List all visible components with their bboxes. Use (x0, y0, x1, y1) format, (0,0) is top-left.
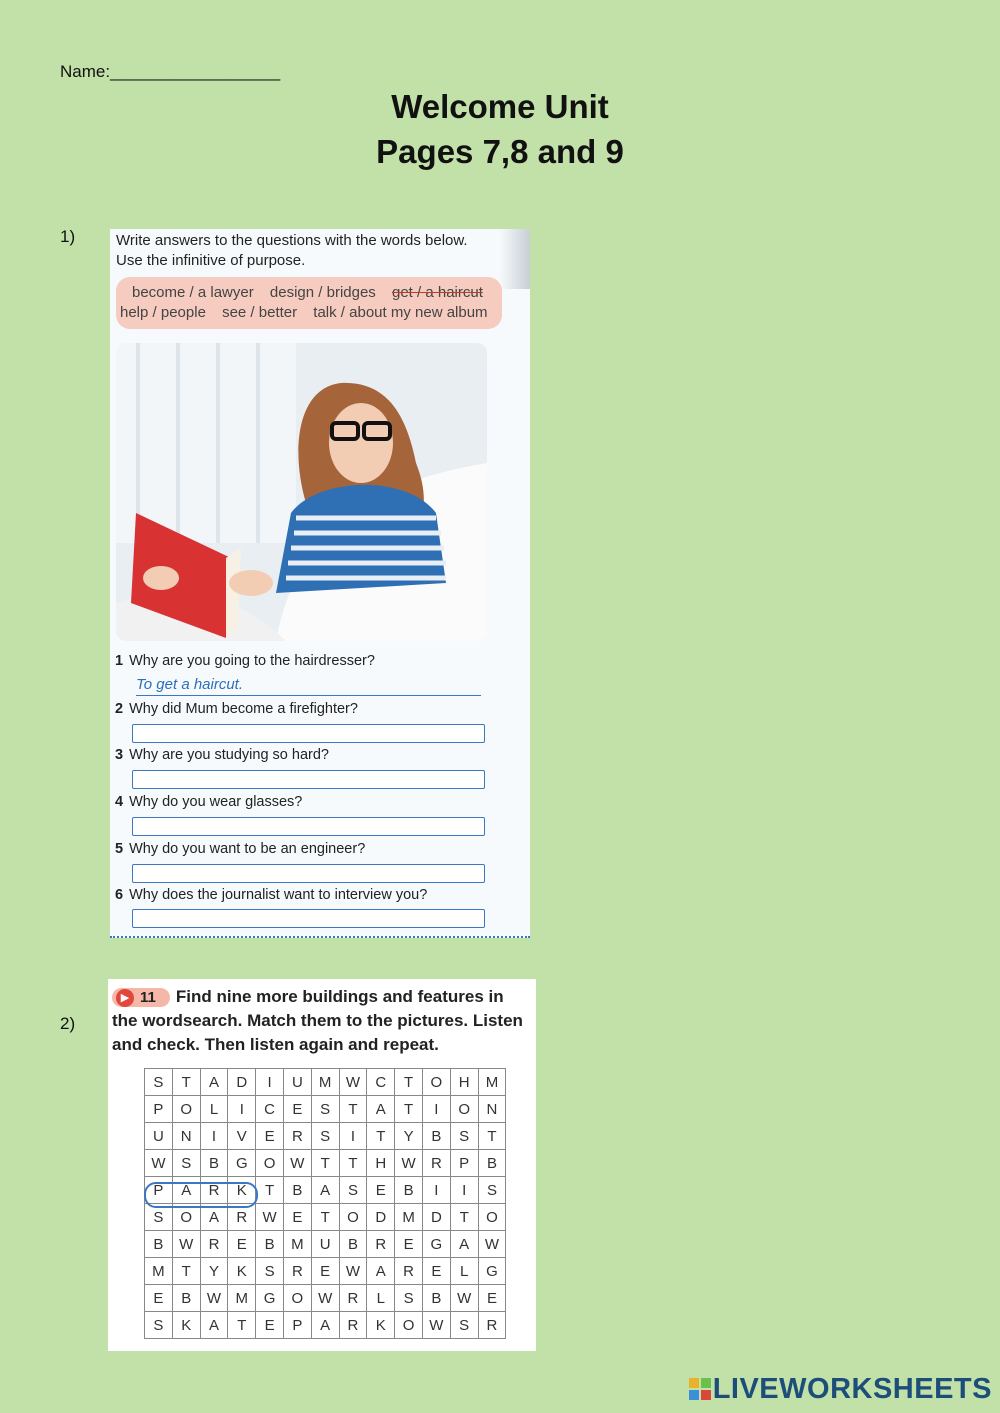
wordsearch-cell[interactable]: A (450, 1231, 478, 1258)
wordsearch-cell[interactable]: R (422, 1150, 450, 1177)
wordsearch-cell[interactable]: Y (395, 1123, 423, 1150)
wordsearch-cell[interactable]: T (172, 1069, 200, 1096)
wordsearch-cell[interactable]: W (145, 1150, 173, 1177)
wordsearch-cell[interactable]: E (311, 1258, 339, 1285)
question-text: Why did Mum become a firefighter? (129, 701, 358, 717)
wordsearch-cell[interactable]: R (200, 1177, 228, 1204)
answer-input-6[interactable] (132, 909, 485, 928)
wordsearch-cell[interactable]: O (395, 1312, 423, 1339)
wordsearch-cell[interactable]: I (256, 1069, 284, 1096)
page-fold-shadow (500, 229, 530, 289)
logo-icon (689, 1378, 711, 1400)
wordsearch-cell[interactable]: W (283, 1150, 311, 1177)
wordsearch-cell[interactable]: N (478, 1096, 506, 1123)
question-6 (115, 887, 427, 903)
question-text: Why are you going to the hairdresser? (129, 653, 375, 669)
question-5 (115, 841, 365, 857)
wordsearch-cell[interactable]: T (395, 1069, 423, 1096)
question-3 (115, 747, 329, 763)
question-number: 6 (115, 887, 124, 903)
wordsearch-cell[interactable]: S (311, 1123, 339, 1150)
wordsearch-cell[interactable]: O (339, 1204, 367, 1231)
word-option: help / people (120, 304, 206, 321)
question-text: Why do you wear glasses? (129, 794, 303, 810)
wordsearch-cell[interactable]: W (395, 1150, 423, 1177)
wordsearch-cell[interactable]: S (145, 1312, 173, 1339)
wordsearch-cell[interactable]: D (422, 1204, 450, 1231)
exercise-2-instructions (112, 985, 532, 1057)
wordsearch-cell[interactable]: T (339, 1096, 367, 1123)
wordsearch-cell[interactable]: H (450, 1069, 478, 1096)
wordsearch-cell[interactable]: B (339, 1231, 367, 1258)
wordsearch-cell[interactable]: W (450, 1285, 478, 1312)
wordsearch-cell[interactable]: P (145, 1177, 173, 1204)
wordsearch-cell[interactable]: S (450, 1123, 478, 1150)
wordsearch-cell[interactable]: R (283, 1123, 311, 1150)
wordsearch-cell[interactable]: B (145, 1231, 173, 1258)
wordsearch-cell[interactable]: O (478, 1204, 506, 1231)
wordsearch-cell[interactable]: P (450, 1150, 478, 1177)
wordsearch-cell[interactable]: E (256, 1123, 284, 1150)
wordsearch-cell[interactable]: G (228, 1150, 256, 1177)
wordsearch-cell[interactable]: S (145, 1204, 173, 1231)
wordsearch-row (145, 1258, 506, 1285)
wordsearch-cell[interactable]: W (311, 1285, 339, 1312)
wordsearch-cell[interactable]: P (283, 1312, 311, 1339)
wordsearch-cell[interactable]: V (228, 1123, 256, 1150)
wordsearch-cell[interactable]: I (200, 1123, 228, 1150)
word-option-used: get / a haircut (391, 284, 483, 301)
wordsearch-cell[interactable]: W (339, 1069, 367, 1096)
wordsearch-cell[interactable]: W (478, 1231, 506, 1258)
wordsearch-cell[interactable]: O (256, 1150, 284, 1177)
wordsearch-cell[interactable]: S (145, 1069, 173, 1096)
wordsearch-cell[interactable]: S (395, 1285, 423, 1312)
wordsearch-cell[interactable]: E (256, 1312, 284, 1339)
exercise-1-card (110, 229, 530, 938)
liveworksheets-logo (689, 1373, 992, 1406)
wordsearch-cell[interactable]: S (339, 1177, 367, 1204)
brand-text: LIVEWORKSHEETS (712, 1373, 992, 1405)
answer-input-2[interactable] (132, 724, 485, 743)
wordsearch-cell[interactable]: G (478, 1258, 506, 1285)
wordsearch-cell[interactable]: S (478, 1177, 506, 1204)
wordsearch-cell[interactable]: G (256, 1285, 284, 1312)
wordsearch-cell[interactable]: A (367, 1096, 395, 1123)
sample-answer: To get a haircut. (136, 676, 481, 696)
page-title: Welcome Unit (391, 88, 609, 125)
word-option: become / a lawyer (132, 284, 254, 301)
wordsearch-cell[interactable]: E (228, 1231, 256, 1258)
wordsearch-row (145, 1231, 506, 1258)
wordsearch-cell[interactable]: I (228, 1096, 256, 1123)
question-number: 3 (115, 747, 124, 763)
question-number: 5 (115, 841, 124, 857)
wordsearch-cell[interactable]: W (172, 1231, 200, 1258)
question-2 (115, 701, 358, 717)
wordsearch-cell[interactable]: M (228, 1285, 256, 1312)
wordsearch-cell[interactable]: I (422, 1096, 450, 1123)
wordsearch-cell[interactable]: R (339, 1285, 367, 1312)
wordsearch-cell[interactable]: R (228, 1204, 256, 1231)
found-word-highlight (144, 1182, 258, 1208)
wordsearch-cell[interactable]: T (367, 1123, 395, 1150)
wordsearch-cell[interactable]: I (450, 1177, 478, 1204)
wordsearch-cell[interactable]: O (172, 1096, 200, 1123)
question-4 (115, 794, 302, 810)
speaker-icon[interactable]: ▶ (116, 989, 134, 1007)
name-field-label: Name:__________________ (60, 62, 281, 81)
question-1 (115, 653, 375, 669)
wordsearch-cell[interactable]: C (256, 1096, 284, 1123)
wordsearch-cell[interactable]: R (283, 1258, 311, 1285)
answer-input-4[interactable] (132, 817, 485, 836)
wordsearch-cell[interactable]: A (311, 1312, 339, 1339)
wordsearch-cell[interactable]: R (395, 1258, 423, 1285)
wordsearch-cell[interactable]: K (367, 1312, 395, 1339)
wordsearch-row (145, 1150, 506, 1177)
audio-track-badge[interactable] (112, 988, 170, 1007)
wordsearch-cell[interactable]: K (172, 1312, 200, 1339)
word-option: talk / about my new album (313, 304, 488, 321)
word-option: design / bridges (269, 284, 376, 301)
wordsearch-cell[interactable]: M (145, 1258, 173, 1285)
wordsearch-cell[interactable]: E (395, 1231, 423, 1258)
wordsearch-cell[interactable]: S (172, 1150, 200, 1177)
wordsearch-cell[interactable]: M (283, 1231, 311, 1258)
reading-girl-photo (116, 343, 487, 641)
wordsearch-cell[interactable]: S (256, 1258, 284, 1285)
wordsearch-cell[interactable]: B (172, 1285, 200, 1312)
question-text: Why are you studying so hard? (129, 747, 329, 763)
wordsearch-cell[interactable]: B (422, 1123, 450, 1150)
answer-input-5[interactable] (132, 864, 485, 883)
wordsearch-cell[interactable]: T (172, 1258, 200, 1285)
wordsearch-cell[interactable]: R (478, 1312, 506, 1339)
wordsearch-cell[interactable]: R (339, 1312, 367, 1339)
wordsearch-cell[interactable]: H (367, 1150, 395, 1177)
question-text: Why do you want to be an engineer? (129, 841, 366, 857)
wordsearch-row (145, 1069, 506, 1096)
question-number: 1 (115, 653, 124, 669)
wordsearch-cell[interactable]: E (367, 1177, 395, 1204)
wordsearch-cell[interactable]: E (283, 1204, 311, 1231)
wordsearch-cell[interactable]: B (200, 1150, 228, 1177)
wordsearch-cell[interactable]: O (422, 1069, 450, 1096)
wordsearch-cell[interactable]: W (422, 1312, 450, 1339)
wordsearch-cell[interactable]: N (172, 1123, 200, 1150)
wordsearch-cell[interactable]: I (339, 1123, 367, 1150)
question-text: Why does the journalist want to interview you? (129, 887, 428, 903)
page-subtitle: Pages 7,8 and 9 (376, 133, 624, 170)
question-number: 2 (115, 701, 124, 717)
wordsearch-cell[interactable]: B (395, 1177, 423, 1204)
wordsearch-row (145, 1123, 506, 1150)
wordsearch-cell[interactable]: A (311, 1177, 339, 1204)
wordsearch-cell[interactable]: M (395, 1204, 423, 1231)
word-option: see / better (222, 304, 298, 321)
exercise-1-instructions: Write answers to the questions with the words below. Use the infinitive of purpose. (116, 232, 468, 269)
wordsearch-cell[interactable]: T (256, 1177, 284, 1204)
wordsearch-row (145, 1312, 506, 1339)
wordsearch-cell[interactable]: M (478, 1069, 506, 1096)
wordsearch-cell[interactable]: T (478, 1123, 506, 1150)
wordsearch-row (145, 1096, 506, 1123)
wordsearch-cell[interactable]: A (200, 1204, 228, 1231)
wordsearch-cell[interactable]: T (450, 1204, 478, 1231)
wordsearch-cell[interactable]: P (145, 1096, 173, 1123)
wordsearch-cell[interactable]: A (172, 1177, 200, 1204)
wordsearch-cell[interactable]: E (145, 1285, 173, 1312)
wordsearch-cell[interactable]: S (450, 1312, 478, 1339)
wordsearch-cell[interactable]: C (367, 1069, 395, 1096)
word-box (116, 277, 502, 329)
wordsearch-cell[interactable]: B (422, 1285, 450, 1312)
wordsearch-cell[interactable]: D (367, 1204, 395, 1231)
wordsearch-cell[interactable]: B (478, 1150, 506, 1177)
wordsearch-cell[interactable]: U (283, 1069, 311, 1096)
wordsearch-cell[interactable]: L (200, 1096, 228, 1123)
wordsearch-cell[interactable]: W (339, 1258, 367, 1285)
answer-input-3[interactable] (132, 770, 485, 789)
wordsearch-cell[interactable]: I (422, 1177, 450, 1204)
wordsearch-cell[interactable]: T (311, 1150, 339, 1177)
wordsearch-cell[interactable]: B (283, 1177, 311, 1204)
wordsearch-cell[interactable]: U (311, 1231, 339, 1258)
wordsearch-cell[interactable]: O (450, 1096, 478, 1123)
wordsearch-cell[interactable]: B (256, 1231, 284, 1258)
wordsearch-cell[interactable]: K (228, 1258, 256, 1285)
wordsearch-cell[interactable]: U (145, 1123, 173, 1150)
exercise-2-instruction-text: Find nine more buildings and features in the wordsearch. Match them to the pictures. Listen and check. Then listen again and repeat. (112, 987, 523, 1054)
exercise-2-card (108, 979, 536, 1351)
wordsearch-cell[interactable]: E (283, 1096, 311, 1123)
wordsearch-cell[interactable]: T (395, 1096, 423, 1123)
wordsearch-cell[interactable]: T (339, 1150, 367, 1177)
wordsearch-cell[interactable]: A (200, 1069, 228, 1096)
wordsearch-cell[interactable]: G (422, 1231, 450, 1258)
exercise-1-number: 1) (60, 227, 76, 246)
wordsearch-cell[interactable]: R (367, 1231, 395, 1258)
wordsearch-cell[interactable]: A (200, 1312, 228, 1339)
photo-illustration (116, 343, 487, 641)
wordsearch-cell[interactable]: K (228, 1177, 256, 1204)
wordsearch-cell[interactable]: L (450, 1258, 478, 1285)
wordsearch-cell[interactable]: E (422, 1258, 450, 1285)
wordsearch-cell[interactable]: W (256, 1204, 284, 1231)
wordsearch-cell[interactable]: Y (200, 1258, 228, 1285)
wordsearch-cell[interactable]: W (200, 1285, 228, 1312)
wordsearch-cell[interactable]: A (367, 1258, 395, 1285)
wordsearch-cell[interactable]: M (311, 1069, 339, 1096)
wordsearch-cell[interactable]: O (283, 1285, 311, 1312)
question-number: 4 (115, 794, 124, 810)
wordsearch-cell[interactable]: L (367, 1285, 395, 1312)
wordsearch-cell[interactable]: E (478, 1285, 506, 1312)
wordsearch-cell[interactable]: D (228, 1069, 256, 1096)
exercise-2-number: 2) (60, 1014, 76, 1033)
wordsearch-cell[interactable]: S (311, 1096, 339, 1123)
wordsearch-cell[interactable]: R (200, 1231, 228, 1258)
wordsearch-cell[interactable]: T (311, 1204, 339, 1231)
track-number: 11 (140, 989, 156, 1006)
wordsearch-cell[interactable]: O (172, 1204, 200, 1231)
wordsearch-row (145, 1285, 506, 1312)
wordsearch-cell[interactable]: T (228, 1312, 256, 1339)
